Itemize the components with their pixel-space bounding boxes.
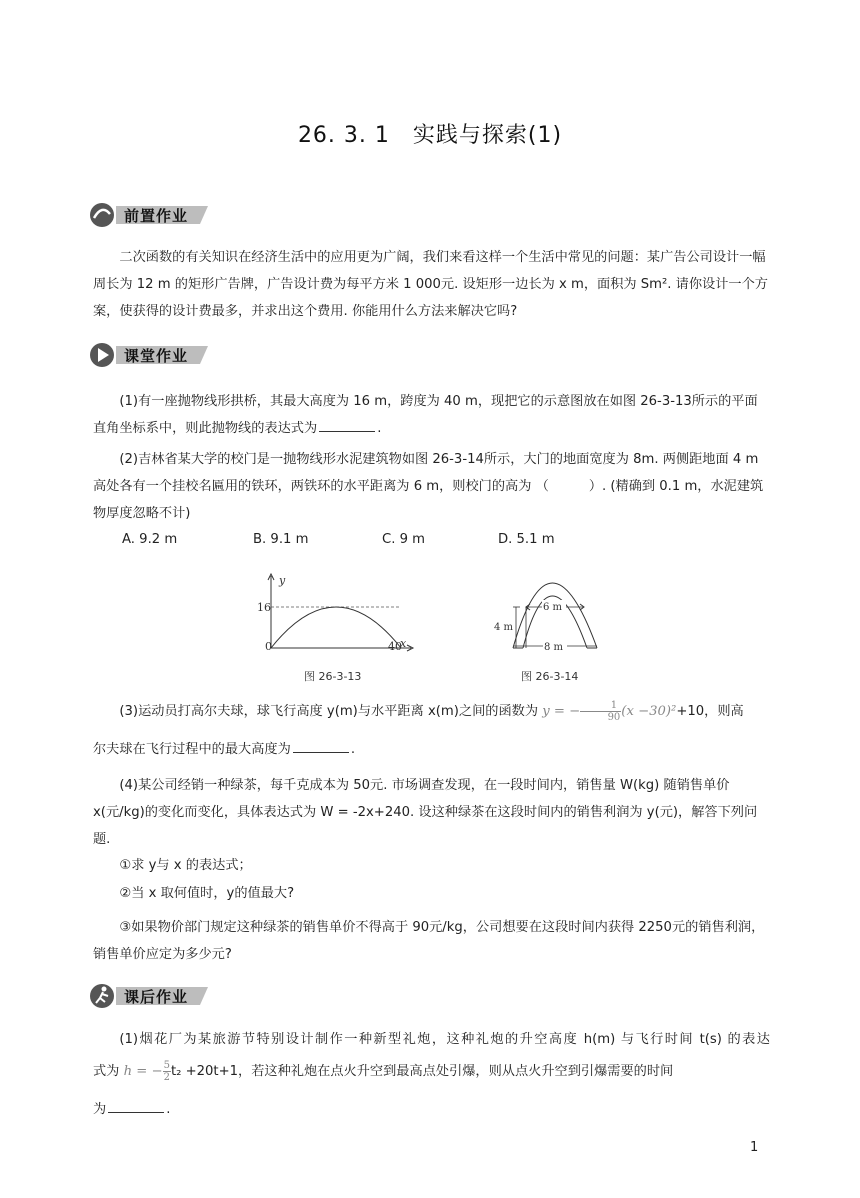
option-a: A. 9.2 m — [122, 532, 178, 547]
question-3-text-c: 尔夫球在飞行过程中的最大高度为 — [93, 742, 291, 757]
section-header-post — [88, 981, 212, 1011]
section-header-class — [88, 340, 212, 370]
golf-formula: y = − $\frac{1}{90}$ (x −30)² — [542, 700, 677, 723]
post-question-1-line-3: 为 . — [93, 1096, 770, 1123]
question-2 — [93, 446, 770, 527]
option-d: D. 5.1 m — [498, 532, 555, 547]
origin-label: 0 — [265, 640, 272, 653]
x-tick-label: 40 — [388, 640, 402, 653]
pre-problem-text: 二次函数的有关知识在经济生活中的应用更为广阔，我们来看这样一个生活中常见的问题：某广告公司设计一幅周长为 12 m 的矩形广告牌，广告设计费为每平方米 1 000元. 设矩形一边长为 x m，面积为 Sm². 请你设计一个方案，使获得的设计费最多，并求出这个费用. 你能用什么方法来解决它吗? — [93, 250, 768, 319]
option-c: C. 9 m — [382, 532, 426, 547]
height-label: 4 m — [494, 622, 514, 633]
question-3-text-b: +10，则高 — [676, 704, 744, 719]
question-4-part-2: ②当 x 取何值时，y的值最大? — [119, 886, 295, 901]
arch-gate-figure — [490, 558, 620, 658]
question-4-part-3: ③如果物价部门规定这种绿茶的销售单价不得高于 90元/kg，公司想要在这段时间内获得 2250元的销售利润，销售单价应定为多少元? — [93, 920, 765, 962]
question-1-text: (1)有一座抛物线形拱桥，其最大高度为 16 m，跨度为 40 m，现把它的示意图放在如图 26-3-13所示的平面直角坐标系中，则此抛物线的表达式为 — [93, 394, 758, 436]
question-3-text-a: (3)运动员打高尔夫球，球飞行高度 y(m)与水平距离 x(m)之间的函数为 — [119, 704, 539, 719]
parabola-figure — [255, 570, 415, 655]
question-1: (1)有一座抛物线形拱桥，其最大高度为 16 m，跨度为 40 m，现把它的示意图放在如图 26-3-13所示的平面直角坐标系中，则此抛物线的表达式为 . — [93, 394, 758, 436]
question-2-text-a: (2)吉林省某大学的校门是一抛物线形水泥建筑物如图 26-3-14所示，大门的地面宽度为 8m. 两侧距地面 4 m 高处各有一个挂校名匾用的铁环，两铁环的水平距离为 6 m，则校门的高为 （ — [93, 452, 759, 494]
firework-formula: h = − $\frac{5}{2}$ — [123, 1060, 170, 1083]
page-title: 26. 3. 1 实践与探索(1) — [297, 123, 563, 148]
option-b: B. 9.1 m — [253, 532, 309, 547]
y-axis-label: y — [279, 574, 286, 587]
top-width-label: 6 m — [543, 602, 563, 613]
figure-caption-2: 图 26-3-14 — [521, 670, 579, 683]
bottom-width-label: 8 m — [544, 642, 564, 653]
figure-caption-1: 图 26-3-13 — [304, 670, 362, 683]
question-3 — [93, 698, 770, 726]
post-question-1: (1)烟花厂为某旅游节特别设计制作一种新型礼炮，这种礼炮的升空高度 h(m) 与飞行时间 t(s) 的表达 — [119, 1032, 770, 1047]
answer-blank — [108, 1098, 164, 1113]
question-4-part-1: ①求 y与 x 的表达式； — [119, 858, 252, 873]
section-header-pre — [88, 200, 212, 230]
post-question-1-line-2: 式为 h = − $\frac{5}{2}$ t₂ +20t+1，若这种礼炮在点火升空到最高点处引爆，则从点火升空到引爆需要的时间 — [93, 1060, 674, 1083]
section-label-pre: 前置作业 — [124, 207, 189, 225]
answer-blank — [293, 738, 349, 753]
question-3-cont: 尔夫球在飞行过程中的最大高度为 . — [93, 736, 770, 763]
question-4: (4)某公司经销一种绿茶，每千克成本为 50元. 市场调查发现，在一段时间内，销售量 W(kg) 随销售单价 x(元/kg)的变化而变化，具体表达式为 W = -2x+240. 设这种绿茶在这段时间内的销售利润为 y(元)，解答下列问题. — [93, 778, 758, 847]
question-2-text-b: ）. (精确到 0.1 m，水泥建筑物厚度忽略不计) — [93, 479, 764, 521]
answer-blank — [319, 417, 375, 432]
section-label-class: 课堂作业 — [124, 347, 189, 365]
page-number: 1 — [750, 1140, 759, 1155]
section-label-post: 课后作业 — [124, 988, 189, 1006]
y-tick-label: 16 — [257, 601, 271, 614]
x-axis-label: x — [400, 637, 407, 650]
